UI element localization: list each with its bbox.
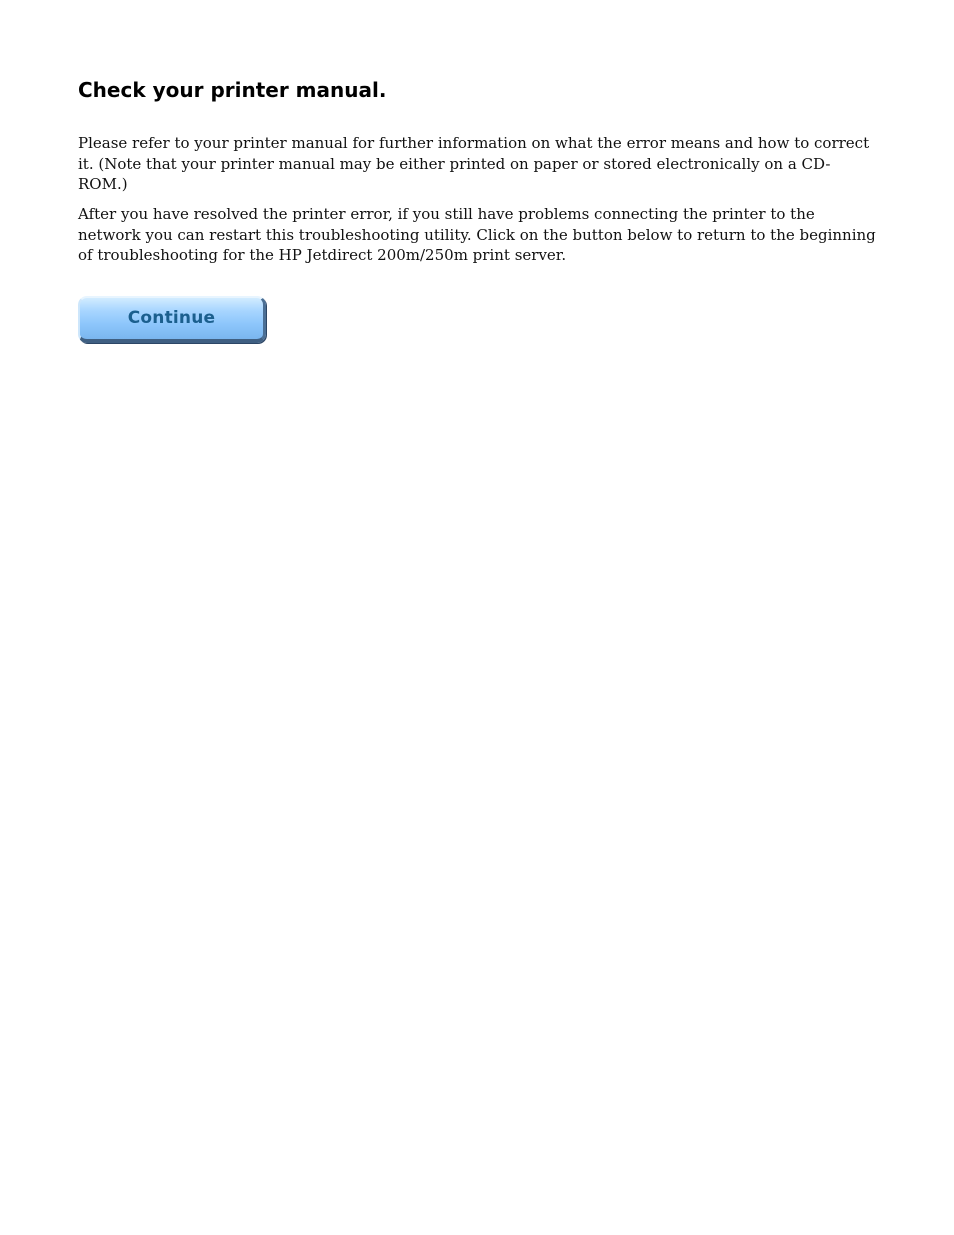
restart-utility-paragraph: After you have resolved the printer error, if you still have problems connecting the printer to the network you can restart this troubleshooting utility. Click on the button below to return to the beginning of troubleshooting for the HP Jetdirect 200m/250m print server. bbox=[78, 205, 876, 264]
continue-button[interactable] bbox=[78, 296, 266, 343]
continue-button-label: Continue bbox=[127, 307, 216, 328]
page-title: Check your printer manual. bbox=[78, 78, 387, 102]
refer-to-manual-paragraph: Please refer to your printer manual for further information on what the error means and how to correct it. (Note that your printer manual may be either printed on paper or stored electronically on a CD-ROM.) bbox=[78, 134, 870, 193]
